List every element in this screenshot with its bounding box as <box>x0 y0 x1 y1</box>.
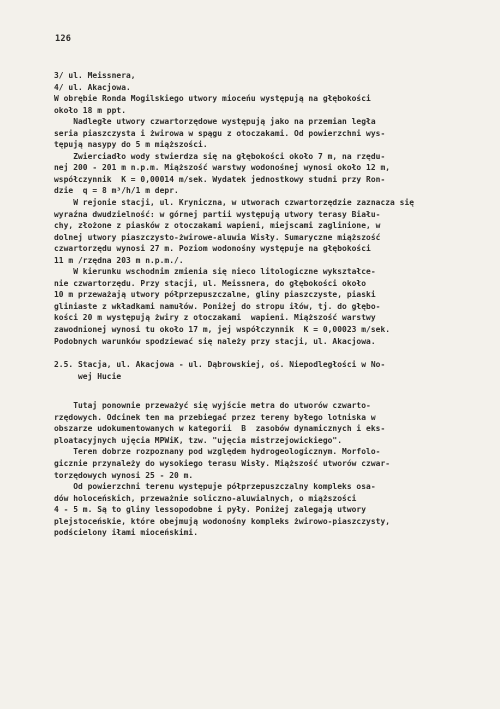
text-line: ploatacyjnych ujęcia MPWiK, tzw. "ujęcia mistrzejowickiego". <box>54 435 343 445</box>
section-heading: 2.5. Stacja, ul. Akacjowa - ul. Dąbrowskiej, oś. Niepodległości w No- <box>54 360 386 370</box>
text-line: W rejonie stacji, ul. Kryniczna, w utworach czwartorzędzie zaznacza się <box>54 198 415 208</box>
text-line: 10 m przeważają utwory półprzepuszczalne, gliny piaszczyste, piaski <box>54 290 376 300</box>
text-line: nie czwartorzędu. Przy stacji, ul. Meissnera, do głębokości około <box>54 278 367 288</box>
text-line: wyraźna dwudzielność: w górnej partii występują utwory terasy Biału- <box>54 209 381 219</box>
text-line: kości 20 m występują żwiry z otoczakami wapieni. Miąższość warstwy <box>54 313 376 323</box>
text-line: W kierunku wschodnim zmienia się nieco litologiczne wykształce- <box>54 267 376 277</box>
text-line: plejstoceńskie, które obejmują wodonośny kompleks żwirowo-piaszczysty, <box>54 516 391 526</box>
text-line: seria piaszczysta i żwirowa w spągu z otoczakami. Od powierzchni wys- <box>54 128 386 138</box>
text-line: Od powierzchni terenu występuje półprzepuszczalny kompleks osa- <box>54 482 376 492</box>
text-line: dolnej utwory piaszczysto-żwirowe-aluwia Wisły. Sumaryczne miąższość <box>54 232 381 242</box>
text-line: gicznie przynależy do wysokiego terasu Wisły. Miąższość utworów czwar- <box>54 458 391 468</box>
text-line: 11 m /rzędna 203 m n.p.m./. <box>54 255 184 265</box>
text-line: Teren dobrze rozpoznany pod względem hydrogeologicznym. Morfolo- <box>54 447 381 457</box>
text-line: dów holoceńskich, przeważnie soliczno-aluwialnych, o miąższości <box>54 493 357 503</box>
text-line: Zwierciadło wody stwierdza się na głębokości około 7 m, na rzędu- <box>54 151 386 161</box>
text-line: podścielony iłami mioceńskimi. <box>54 528 199 538</box>
text-line: 3/ ul. Meissnera, <box>54 71 136 80</box>
paragraph-gap <box>54 347 446 359</box>
text-line: czwartorzędu wynosi 27 m. Poziom wodonośny występuje na głębokości <box>54 244 371 254</box>
text-line: Tutaj ponownie przeważyć się wyjście metra do utworów czwarto- <box>54 401 371 411</box>
text-line: nej 200 - 201 m n.p.m. Miąższość warstwy wodonośnej wynosi około 12 m, <box>54 163 391 173</box>
page-number: 126 <box>55 34 72 44</box>
text-line: gliniaste z wkładkami namułów. Poniżej do stropu iłów, tj. do głębo- <box>54 301 381 311</box>
text-line: torzędowych wynosi 25 - 20 m. <box>54 470 194 480</box>
text-line: 4/ ul. Akacjowa. <box>54 82 131 92</box>
text-line: rzędowych. Odcinek ten ma przebiegać przez tereny byłego lotniska w <box>54 412 376 422</box>
text-line: W obrębie Ronda Mogilskiego utwory mioceńu występują na głębokości <box>54 94 371 104</box>
body-text <box>54 70 446 539</box>
text-line: współczynnik K = 0,00014 m/sek. Wydatek jednostkowy studni przy Ron- <box>54 174 386 184</box>
text-line: obszarze udokumentowanych w kategorii B zasobów dynamicznych i eks- <box>54 424 386 434</box>
section-heading: wej Hucie <box>54 371 122 381</box>
text-line: zawodnionej wynosi tu około 17 m, jej współczynnik K = 0,00023 m/sek. <box>54 325 391 335</box>
text-line: Podobnych warunków spodziewać się należy przy stacji, ul. Akacjowa. <box>54 336 376 346</box>
paragraph-gap <box>54 382 446 400</box>
text-line: około 18 m ppt. <box>54 105 127 115</box>
text-line: dzie q = 8 m³/h/1 m depr. <box>54 186 179 196</box>
text-line: tępują nasypy do 5 m miąższości. <box>54 140 208 150</box>
text-line: chy, złożone z piasków z otoczakami wapieni, miejscami zaglinione, w <box>54 221 381 231</box>
text-line: Nadległe utwory czwartorzędowe występują jako na przemian legła <box>54 117 376 127</box>
text-line: 4 - 5 m. Są to gliny lessopodobne i pyły. Poniżej zalegają utwory <box>54 505 367 515</box>
